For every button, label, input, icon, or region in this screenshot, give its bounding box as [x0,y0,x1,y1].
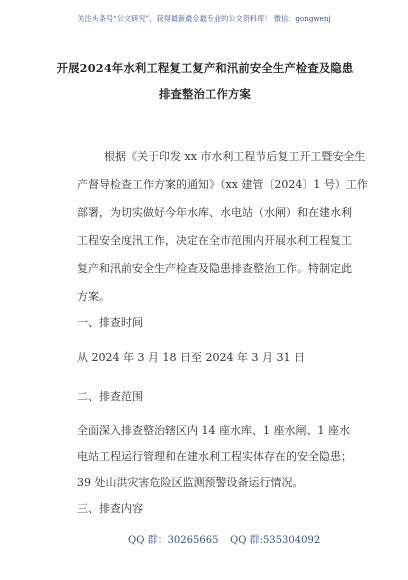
section-heading-3: 三、排查内容 [77,502,143,515]
footer-qq-group-2: QQ 群:535304092 [230,535,321,546]
section-body-1: 从 2024 年 3 月 18 日至 2024 年 3 月 31 日 [77,351,305,364]
title-line-1: 开展2024年水利工程复工复产和汛前安全生产检查及隐患 [56,61,354,75]
intro-line: 产督导检查工作方案的通知》（xx 建管〔2024〕1 号）工作 [77,178,368,191]
section2-line: 39 处山洪灾害危险区监测预警设备运行情况。 [77,476,304,489]
section-heading-1: 一、排查时间 [77,316,143,329]
intro-line: 方案。 [77,290,110,303]
document-title [40,55,370,107]
section2-line: 全面深入排查整治辖区内 14 座水库、1 座水闸、1 座水 [77,424,350,437]
title-line-2: 排查整治工作方案 [159,87,251,101]
intro-line: 部署，为切实做好今年水库、水电站（水闸）和在建水利 [77,206,352,219]
intro-line: 工程安全度汛工作，决定在全市范围内开展水利工程复工 [77,234,352,247]
section-heading-2: 二、排查范围 [77,390,143,403]
footer-qq-group-1: QQ 群：30265665 [128,535,219,546]
intro-line: 根据《关于印发 xx 市水利工程节后复工开工暨安全生 [104,150,366,163]
header-banner: 关注头条号“公文研究”，获得最新最全最专业的公文资料库！ 微信：gongwenj [77,14,331,23]
intro-line: 复产和汛前安全生产检查及隐患排查整治工作。特制定此 [77,262,352,275]
section2-line: 电站工程运行管理和在建水利工程实体存在的安全隐患； [77,450,352,463]
